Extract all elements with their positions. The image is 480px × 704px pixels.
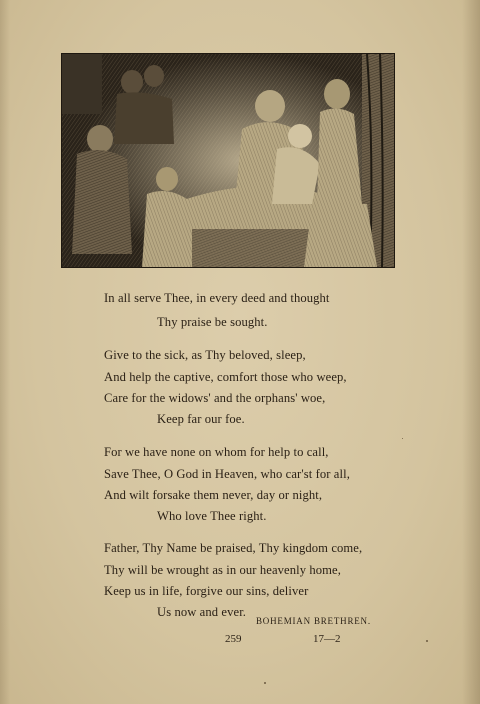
poem-line: Who love Thee right. <box>157 509 267 523</box>
poem-line: Save Thee, O God in Heaven, who car'st for all, <box>104 467 350 481</box>
poem-attribution: BOHEMIAN BRETHREN. <box>256 616 371 626</box>
poem-line: And wilt forsake them never, day or night, <box>104 488 323 502</box>
paper-speck <box>426 640 428 642</box>
poem-line: Thy will be wrought as in our heavenly home, <box>104 563 341 577</box>
engraving-image <box>62 54 394 267</box>
page-number: 259 <box>225 633 242 645</box>
engraving-illustration <box>61 53 395 268</box>
poem-line: Father, Thy Name be praised, Thy kingdom come, <box>104 541 363 555</box>
poem-line: Keep far our foe. <box>157 412 245 426</box>
poem-line: Us now and ever. <box>157 605 247 619</box>
poem-line: Give to the sick, as Thy beloved, sleep, <box>104 348 306 362</box>
page-gutter-shadow <box>462 0 480 704</box>
poem-line: Keep us in life, forgive our sins, deliver <box>104 584 309 598</box>
poem-line: In all serve Thee, in every deed and thought <box>104 291 330 305</box>
poem-line: Care for the widows' and the orphans' woe, <box>104 391 326 405</box>
signature-mark: 17—2 <box>313 633 341 645</box>
poem-line: Thy praise be sought. <box>157 315 268 329</box>
poem-line: For we have none on whom for help to call, <box>104 445 329 459</box>
poem-line: And help the captive, comfort those who weep, <box>104 370 347 384</box>
page-left-edge-shadow <box>0 0 10 704</box>
paper-speck <box>264 682 266 684</box>
paper-speck <box>402 438 403 439</box>
